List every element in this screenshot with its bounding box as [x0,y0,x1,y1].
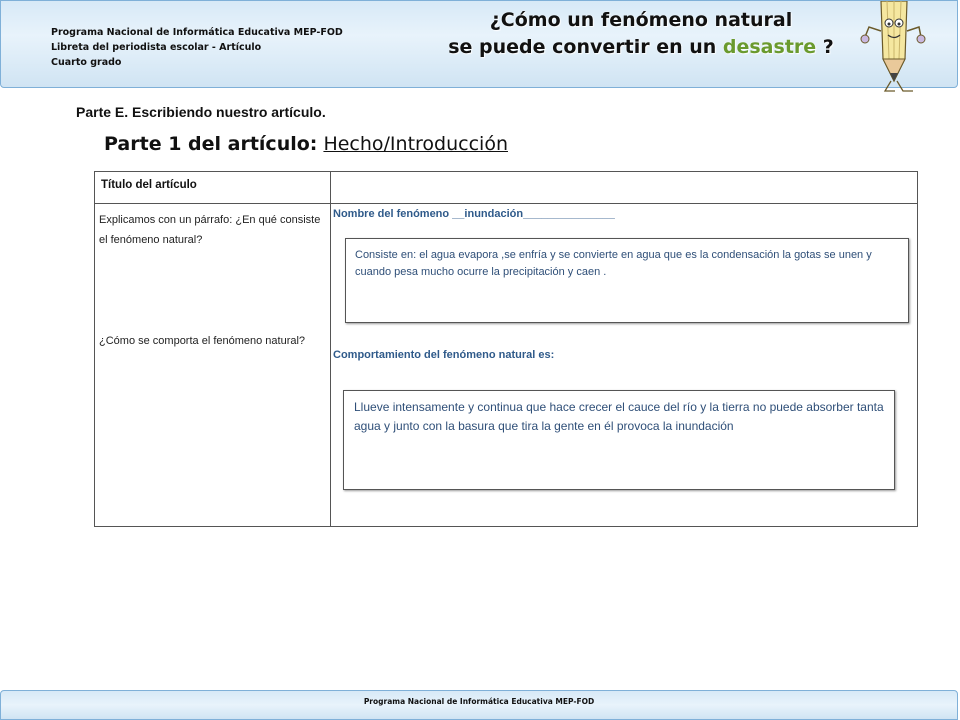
phenomenon-name-label: Nombre del fenómeno __inundación_______________ [333,208,615,220]
notebook-name: Libreta del periodista escolar - Artículo [51,42,262,53]
program-name: Programa Nacional de Informática Educativa MEP-FOD [51,27,343,38]
header-banner [0,0,958,88]
title-line-1: ¿Cómo un fenómeno natural [489,9,793,31]
title-highlight-word: desastre [722,36,817,58]
column-divider [330,172,331,526]
title-line-2 [431,34,851,61]
consist-answer-box[interactable]: Consiste en: el agua evapora ,se enfría y se convierte en agua que es la condensación la gotas se unen y cuando pesa mucho ocurre la precipitación y caen . [345,238,909,323]
footer-banner [0,690,958,720]
part-title [104,133,508,155]
part-topic: Hecho/Introducción [323,133,508,155]
title-line-2-text: se puede convertir en un [448,36,723,58]
question-behavior: ¿Cómo se comporta el fenómeno natural? [99,335,306,347]
title-row [95,172,917,204]
article-table [94,171,918,527]
part-label: Parte 1 del artículo: [104,133,318,155]
footer-text: Programa Nacional de Informática Educativa MEP-FOD [363,697,595,706]
article-title-label: Título del artículo [101,179,197,191]
pencil-character-icon [859,1,929,93]
program-info [51,25,343,70]
grade-label: Cuarto grado [51,57,122,68]
behavior-answer-box[interactable]: Llueve intensamente y continua que hace crecer el cauce del río y la tierra no puede absorber tanta agua y junto con la basura que tira la gente en él provoca la inundación [343,390,895,490]
title-line-2-end: ? [816,36,834,58]
section-heading: Parte E. Escribiendo nuestro artículo. [76,104,326,120]
question-consist: Explicamos con un párrafo: ¿En qué consiste el fenómeno natural? [99,214,321,246]
page-title [431,7,851,61]
behavior-label: Comportamiento del fenómeno natural es: [333,349,555,361]
